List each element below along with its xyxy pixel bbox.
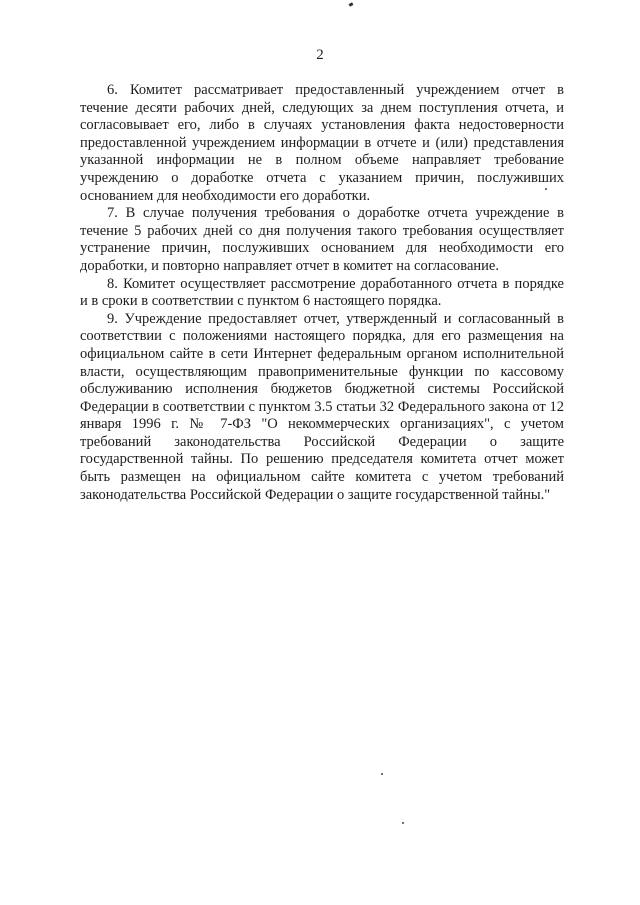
paragraph-8: 8. Комитет осуществляет рассмотрение доработанного отчета в порядке и в сроки в соответствии с пунктом 6 настоящего порядка. <box>80 275 564 310</box>
scan-speck <box>349 2 354 7</box>
paragraph-9: 9. Учреждение предоставляет отчет, утвержденный и согласованный в соответствии с положениями настоящего порядка, для его размещения на официальном сайте в сети Интернет федеральным органом исполнительной власти, осуществляющим правоприменительные функции по кассовому обслуживанию исполнения бюджетов бюджетной системы Российской Федерации в соответствии с пунктом 3.5 статьи 32 Федерального закона от 12 января 1996 г. № 7-ФЗ "О некоммерческих организациях", с учетом требований законодательства Российской Федерации о защите государственной тайны. По решению председателя комитета отчет может быть размещен на официальном сайте комитета с учетом требований законодательства Российской Федерации о защите государственной тайны." <box>80 310 564 503</box>
document-body <box>80 82 564 504</box>
scan-speck <box>381 773 383 775</box>
scan-speck <box>545 188 547 190</box>
paragraph-7: 7. В случае получения требования о доработке отчета учреждение в течение 5 рабочих дней со дня получения такого требования осуществляет устранение причин, послуживших основанием для необходимости его доработки, и повторно направляет отчет в комитет на согласование. <box>80 205 564 274</box>
page-number: 2 <box>316 47 324 63</box>
scan-speck <box>402 822 404 824</box>
paragraph-6: 6. Комитет рассматривает предоставленный учреждением отчет в течение десяти рабочих дней, следующих за днем поступления отчета, и согласовывает его, либо в случаях установления факта недостоверности предоставленной учреждением информации в отчете и (или) представления указанной информации не в полном объеме направляет требование учреждению о доработке отчета с указанием причин, послуживших основанием для необходимости его доработки. <box>80 82 564 204</box>
